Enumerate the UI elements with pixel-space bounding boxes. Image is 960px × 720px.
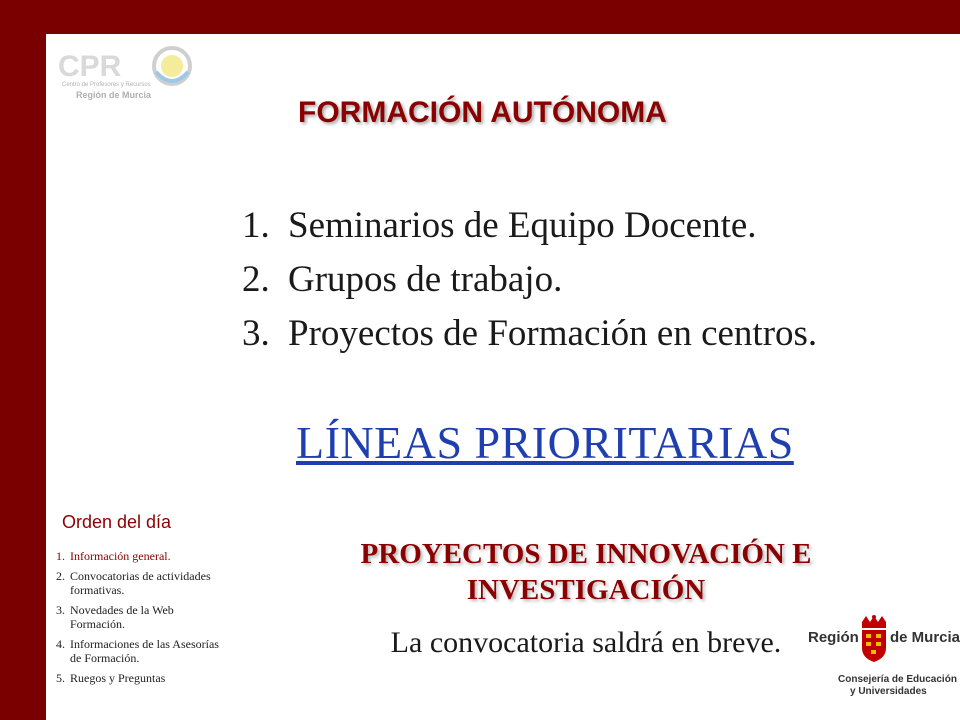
agenda-title: Orden del día	[62, 512, 172, 532]
cpr-logo-subtitle: Centro de Profesores y Recursos	[62, 82, 151, 88]
agenda-text: Información general.	[70, 549, 171, 563]
region-text: Región	[808, 629, 859, 646]
main-list-number: 1.	[242, 205, 270, 246]
convocatoria-text: La convocatoria saldrá en breve.	[390, 626, 782, 659]
agenda-text: Ruegos y Preguntas	[70, 671, 166, 685]
slide	[46, 34, 960, 720]
crown-icon	[862, 615, 886, 628]
coat-of-arms-icon	[862, 630, 886, 662]
slide-title: FORMACIÓN AUTÓNOMA	[298, 96, 667, 129]
agenda-item[interactable]	[56, 549, 226, 563]
main-list-text: Grupos de trabajo.	[288, 259, 563, 300]
main-list-text: Seminarios de Equipo Docente.	[288, 205, 757, 246]
main-list-text: Proyectos de Formación en centros.	[288, 313, 818, 354]
agenda-text: Convocatorias de actividades formativas.	[70, 569, 211, 597]
agenda-item[interactable]	[56, 569, 226, 597]
main-list-item	[242, 253, 882, 307]
region-murcia-logo	[806, 614, 960, 720]
main-list-item	[242, 313, 882, 355]
cpr-logo-text: CPR	[58, 50, 122, 83]
main-list-item	[242, 199, 882, 253]
main-list-number: 3.	[242, 313, 270, 354]
agenda-list	[56, 549, 226, 691]
agenda-number: 5.	[56, 671, 65, 685]
cpr-logo-region: Región de Murcia	[76, 90, 152, 100]
agenda-number: 2.	[56, 569, 65, 583]
agenda-number: 1.	[56, 549, 65, 563]
main-list	[242, 199, 882, 355]
murcia-text: de Murcia	[890, 629, 960, 646]
agenda-number: 4.	[56, 637, 65, 651]
main-list-number: 2.	[242, 259, 270, 300]
consejeria-text: Consejería de Educación	[838, 674, 957, 685]
lineas-prioritarias-link[interactable]: LÍNEAS PRIORITARIAS	[296, 417, 794, 468]
agenda-item[interactable]	[56, 637, 226, 665]
proyectos-heading: PROYECTOS DE INNOVACIÓN E INVESTIGACIÓN	[360, 538, 812, 606]
cpr-logo	[54, 42, 194, 102]
agenda-text: Novedades de la Web Formación.	[70, 603, 174, 631]
agenda-number: 3.	[56, 603, 65, 617]
agenda-item[interactable]	[56, 671, 226, 685]
agenda-text: Informaciones de las Asesorías de Formación.	[70, 637, 219, 665]
agenda-item[interactable]	[56, 603, 226, 631]
universidades-text: y Universidades	[850, 686, 927, 697]
